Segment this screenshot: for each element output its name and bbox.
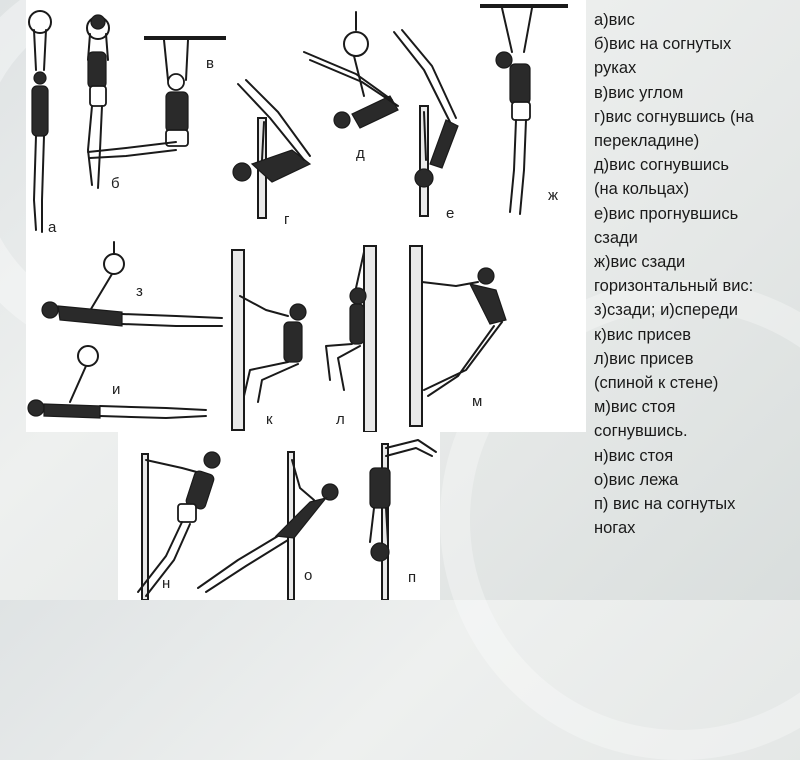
figure-z-label: з	[136, 283, 143, 300]
legend-line: к)вис присев	[594, 325, 692, 344]
figure-m	[410, 246, 506, 426]
figure-p-label: п	[408, 569, 417, 586]
figure-m-label: м	[472, 393, 483, 410]
legend-line: ж)вис сзади	[594, 253, 686, 272]
hang-figures-top	[26, 0, 586, 240]
legend-line: в)вис углом	[594, 83, 684, 102]
legend-line: перекладине)	[594, 132, 700, 151]
legend-line: (спиной к стене)	[594, 374, 719, 393]
legend-line: руках	[594, 59, 637, 78]
figure-o-label: о	[304, 567, 313, 584]
illustration-panel-top	[26, 0, 586, 240]
figure-b	[87, 15, 109, 188]
figure-z	[42, 242, 222, 326]
figure-zh-label: ж	[548, 187, 559, 204]
legend-line: н)вис стоя	[594, 446, 674, 465]
figure-g-label: г	[284, 211, 290, 228]
legend-line: сзади	[594, 228, 638, 247]
figure-k-label: к	[266, 411, 273, 428]
figure-a-label: а	[48, 219, 57, 236]
legend-line: горизонтальный вис:	[594, 277, 754, 296]
figure-e	[394, 30, 458, 216]
figure-n-label: н	[162, 575, 171, 592]
legend-line: согнувшись.	[594, 422, 688, 441]
legend-line: м)вис стоя	[594, 398, 676, 417]
legend-line: г)вис согнувшись (на	[594, 107, 754, 126]
legend-list	[594, 8, 794, 540]
legend-line: ногах	[594, 519, 636, 538]
figure-zh	[480, 6, 568, 214]
figure-k	[232, 250, 306, 430]
figure-g	[233, 80, 310, 218]
hang-figures-middle	[26, 240, 586, 432]
legend-line: б)вис на согнутых	[594, 35, 732, 54]
figure-l-label: л	[336, 411, 345, 428]
figure-i-label: и	[112, 381, 121, 398]
figure-v-label: в	[206, 55, 214, 72]
legend-line: п) вис на согнутых	[594, 495, 736, 514]
figure-l	[326, 246, 376, 432]
figure-d	[304, 12, 398, 128]
legend-line: д)вис согнувшись	[594, 156, 729, 175]
figure-d-label: д	[356, 145, 365, 162]
figure-e-label: е	[446, 205, 455, 222]
legend-line: е)вис прогнувшись	[594, 204, 739, 223]
figure-n	[138, 452, 220, 600]
legend-line: л)вис присев	[594, 349, 694, 368]
legend-line: а)вис	[594, 11, 635, 29]
legend-line: о)вис лежа	[594, 470, 679, 489]
figure-o	[198, 452, 338, 600]
hang-figures-bottom	[118, 432, 440, 600]
figure-b-label: б	[111, 175, 120, 192]
legend-line: з)сзади; и)спереди	[594, 301, 738, 320]
figure-p	[370, 440, 436, 600]
figure-a	[29, 11, 51, 232]
illustration-panel-middle	[26, 240, 586, 432]
legend-line: (на кольцах)	[594, 180, 690, 199]
illustration-panel-bottom	[118, 432, 440, 600]
